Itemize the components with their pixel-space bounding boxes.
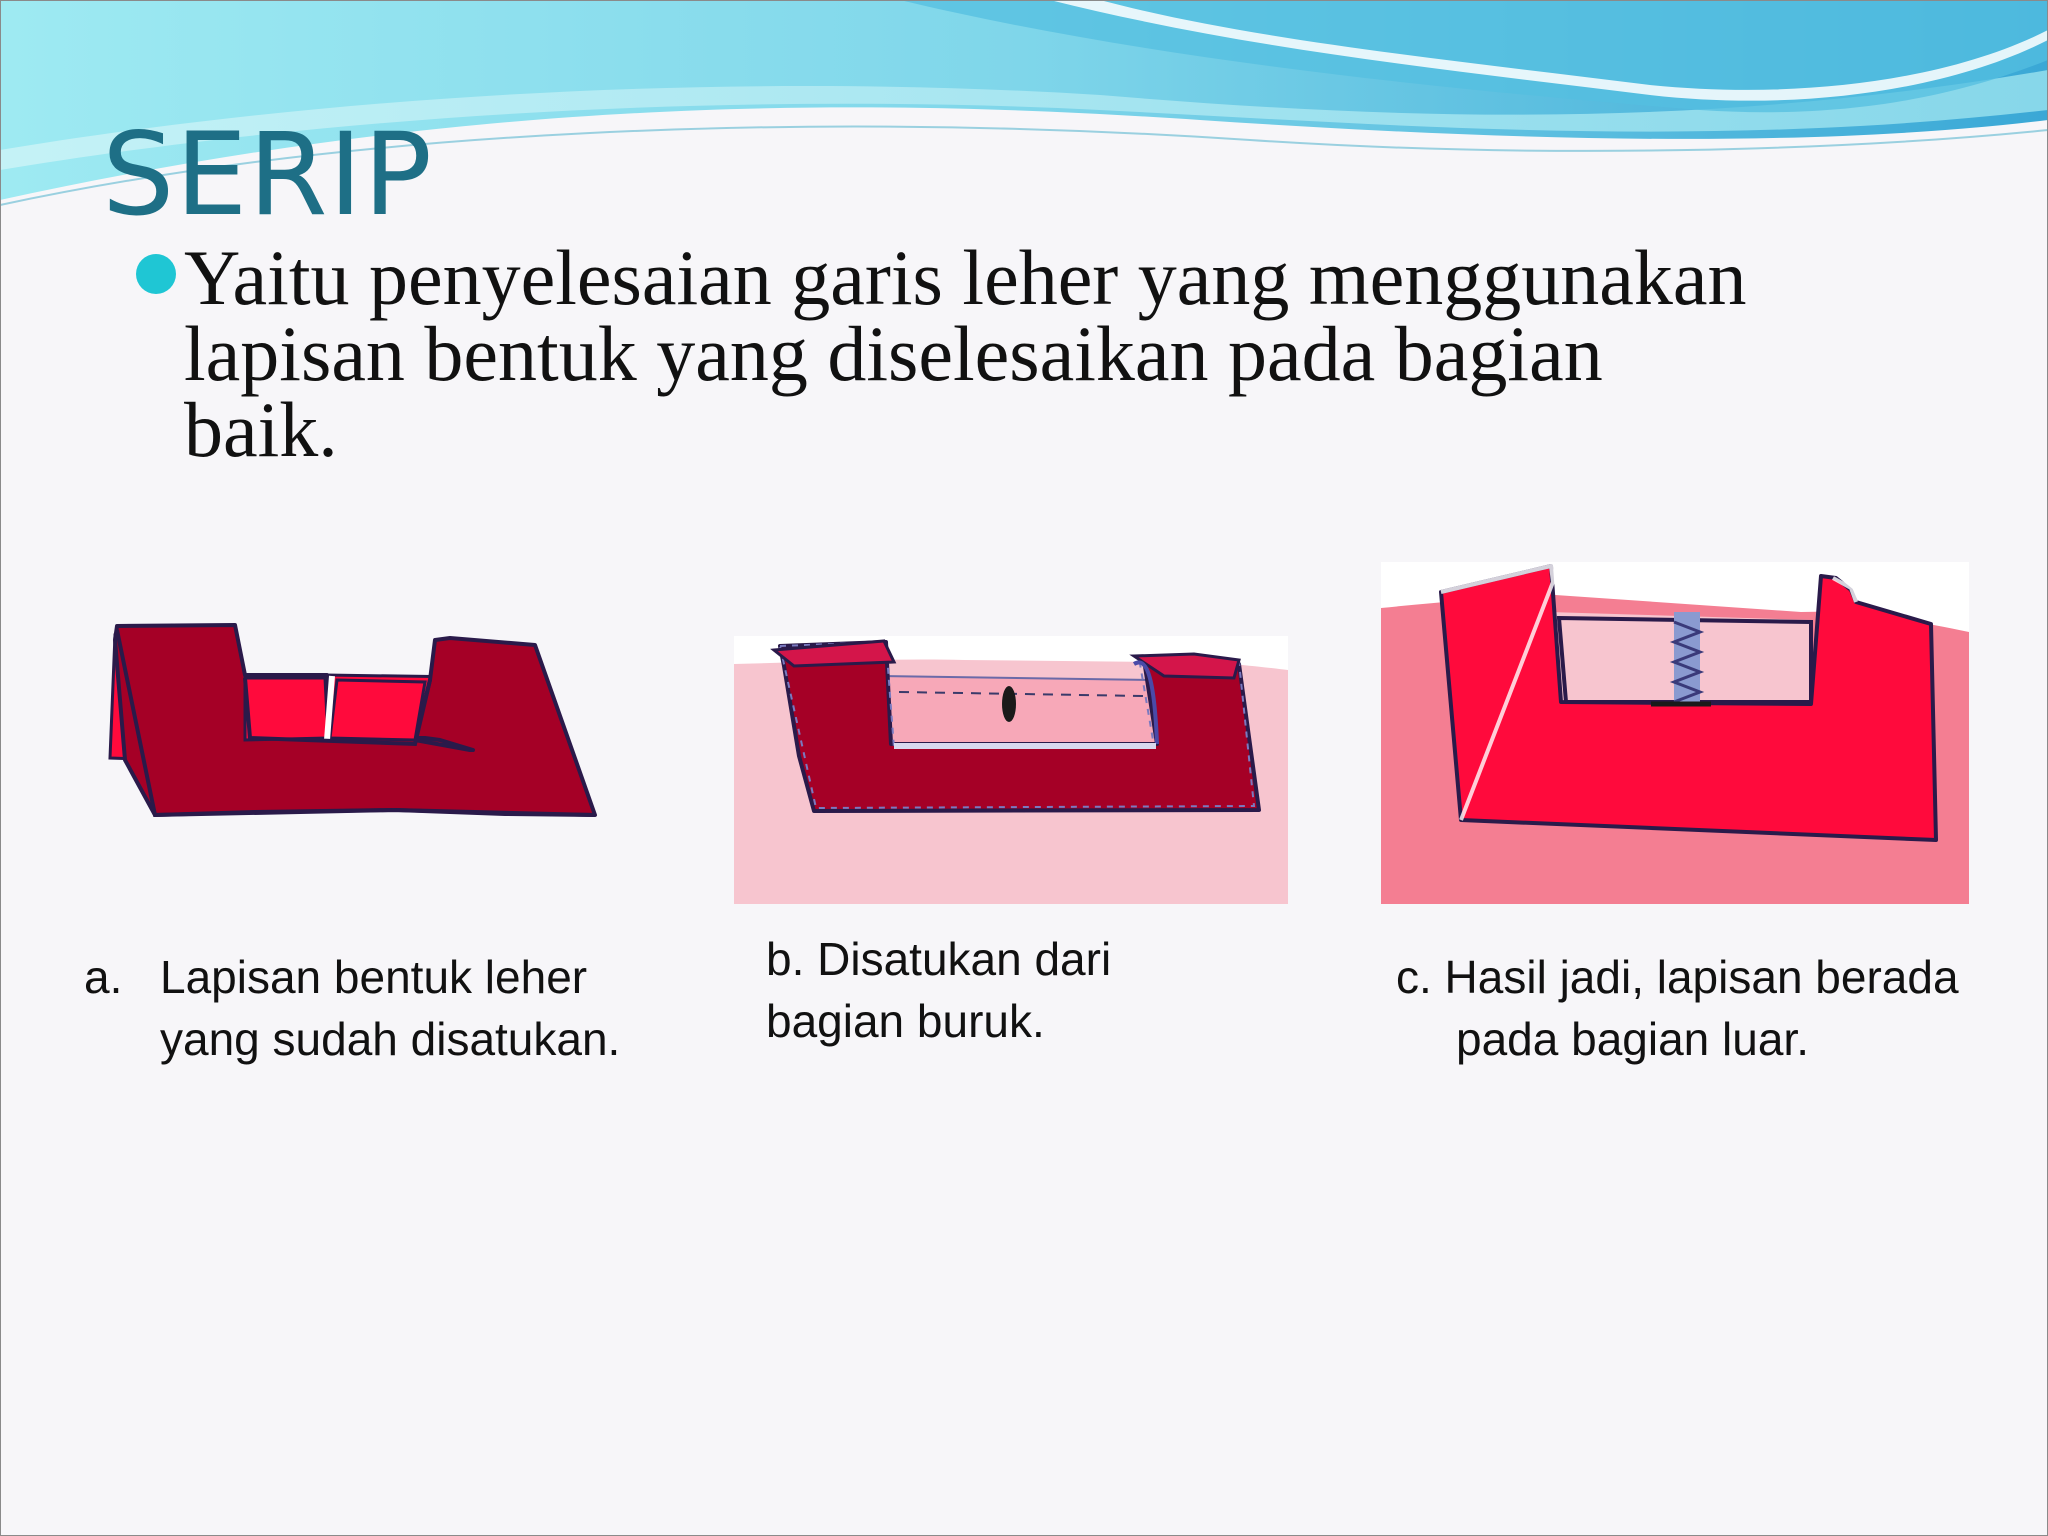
- caption-b: [766, 928, 1266, 1052]
- bullet-line-3: baik.: [184, 386, 338, 473]
- figure-c-result: [1381, 562, 1969, 904]
- caption-a-marker: a.: [84, 951, 123, 1003]
- bullet-dot-icon: [136, 254, 176, 294]
- bullet-line-2: lapisan bentuk yang diselesaikan pada bagian: [184, 310, 1603, 397]
- bullet-line-1: Yaitu penyelesaian garis leher yang menggunakan: [184, 234, 1747, 321]
- slide-title: SERIP: [102, 108, 433, 241]
- figure-a-facing: [95, 600, 615, 840]
- caption-b-line-1: b. Disatukan dari: [766, 933, 1112, 985]
- caption-c-line-2: pada bagian luar.: [1456, 1013, 1809, 1065]
- figure-b-joined: [734, 636, 1288, 904]
- caption-c: [1396, 946, 2036, 1070]
- caption-b-line-2: bagian buruk.: [766, 995, 1045, 1047]
- bullet-text: [184, 234, 1964, 473]
- caption-a-text: Lapisan bentuk leher yang sudah disatukan.: [160, 951, 621, 1065]
- caption-c-line-1: c. Hasil jadi, lapisan berada: [1396, 951, 1959, 1003]
